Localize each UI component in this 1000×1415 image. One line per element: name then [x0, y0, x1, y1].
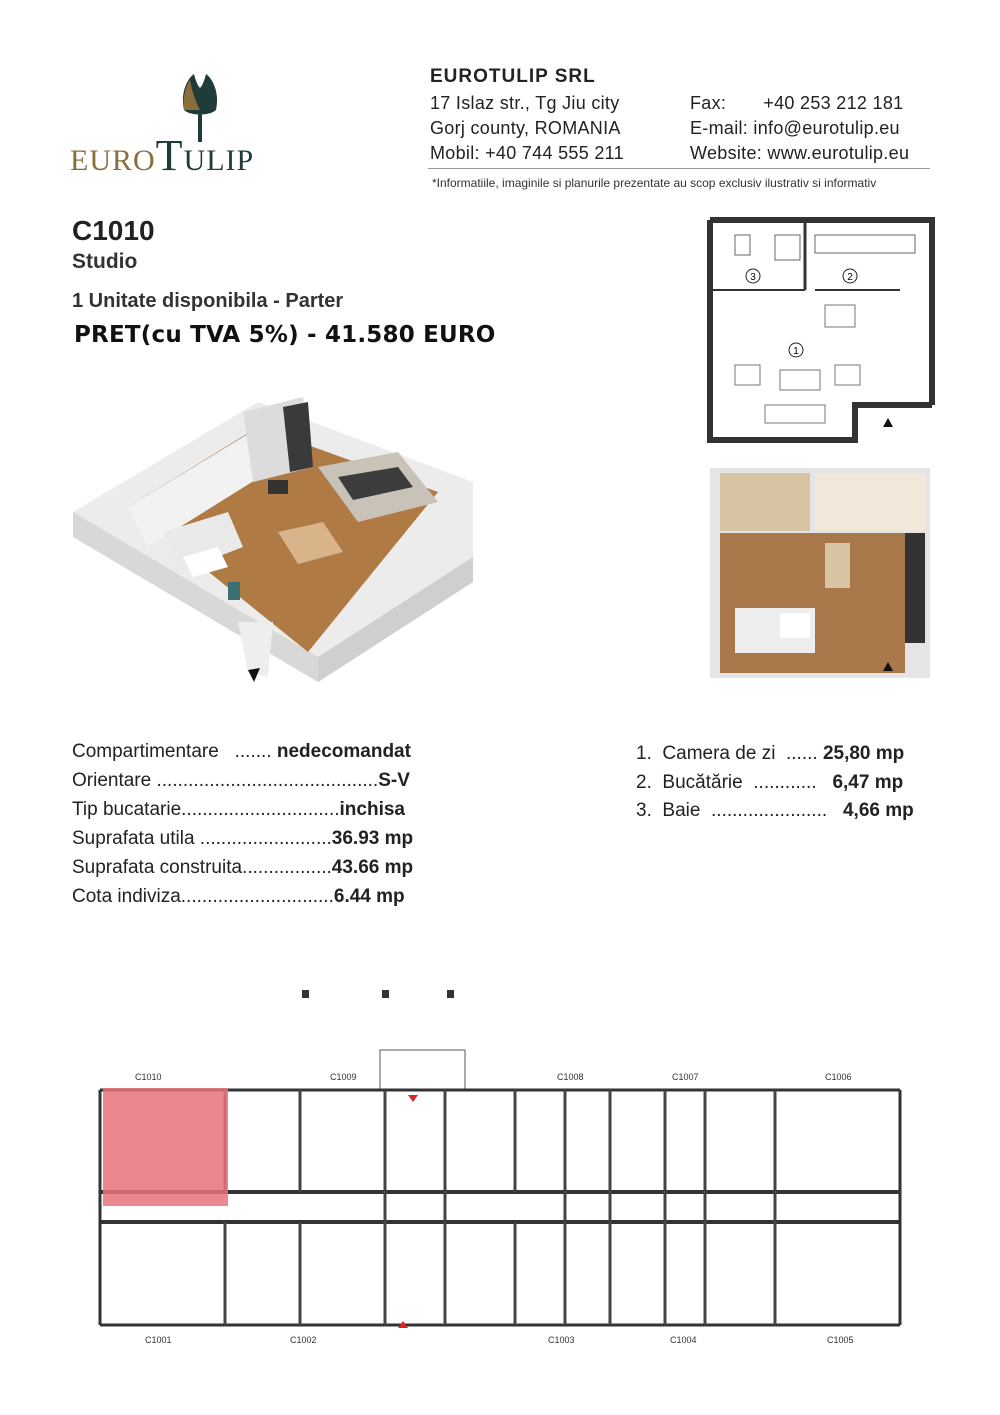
unit-label-c1003: C1003	[548, 1335, 575, 1345]
plan-marker-3: 3	[750, 272, 756, 283]
unit-label-c1005: C1005	[827, 1335, 854, 1345]
spec-compartimentare: Compartimentare ....... nedecomandat	[72, 741, 411, 762]
unit-c1010-highlight[interactable]	[103, 1088, 228, 1206]
apartment-type: Studio	[72, 250, 138, 273]
room-baie: 3. Baie ...................... 4,66 mp	[636, 800, 914, 821]
logo-rest-text: ULIP	[183, 144, 255, 177]
spec-suprafata-construita: Suprafata construita.................43.66 mp	[72, 857, 414, 878]
address-line2: Gorj county, ROMANIA	[430, 118, 621, 138]
unit-label-c1004: C1004	[670, 1335, 697, 1345]
website-link[interactable]: Website: www.eurotulip.eu	[690, 143, 910, 163]
apartment-3d-render	[68, 372, 478, 692]
plan-marker-1: 1	[793, 346, 799, 357]
floor-plan-top-view	[705, 458, 937, 688]
email-link[interactable]: E-mail: info@eurotulip.eu	[690, 118, 900, 138]
unit-label-c1010: C1010	[135, 1072, 162, 1082]
fax-number: Fax: +40 253 212 181	[690, 93, 904, 113]
logo-t-text: T	[155, 131, 184, 180]
apartment-code: C1010	[72, 215, 155, 246]
entrance-arrow-icon	[408, 1095, 418, 1102]
spec-suprafata-utila: Suprafata utila .........................36.93 mp	[72, 828, 414, 849]
room-camera-de-zi: 1. Camera de zi ...... 25,80 mp	[636, 743, 905, 764]
spec-cota-indiviza: Cota indiviza.............................6.44 mp	[72, 886, 405, 907]
unit-label-c1002: C1002	[290, 1335, 317, 1345]
spec-orientare: Orientare ..........................................S-V	[72, 770, 410, 791]
mobile-phone: Mobil: +40 744 555 211	[430, 143, 624, 163]
spec-tip-bucatarie: Tip bucatarie..............................inchisa	[72, 799, 405, 820]
building-floor-plan	[95, 985, 910, 1350]
unit-label-c1006: C1006	[825, 1072, 852, 1082]
plan-marker-2: 2	[847, 272, 853, 283]
eurotulip-logo	[70, 72, 320, 180]
floor-plan-2d	[705, 215, 937, 445]
unit-label-c1007: C1007	[672, 1072, 699, 1082]
header-divider	[428, 168, 930, 169]
entrance-arrow-icon	[248, 668, 260, 682]
unit-label-c1008: C1008	[557, 1072, 584, 1082]
address-line1: 17 Islaz str., Tg Jiu city	[430, 93, 620, 113]
company-name: EUROTULIP SRL	[430, 66, 596, 87]
unit-label-c1001: C1001	[145, 1335, 172, 1345]
logo-euro-text: EURO	[70, 144, 156, 177]
disclaimer: *Informatiile, imaginile si planurile prezentate au scop exclusiv ilustrativ si informativ	[432, 176, 877, 190]
room-bucatarie: 2. Bucătărie ............ 6,47 mp	[636, 772, 904, 793]
unit-label-c1009: C1009	[330, 1072, 357, 1082]
price: PRET(cu TVA 5%) - 41.580 EURO	[74, 322, 496, 348]
availability: 1 Unitate disponibila - Parter	[72, 290, 344, 312]
